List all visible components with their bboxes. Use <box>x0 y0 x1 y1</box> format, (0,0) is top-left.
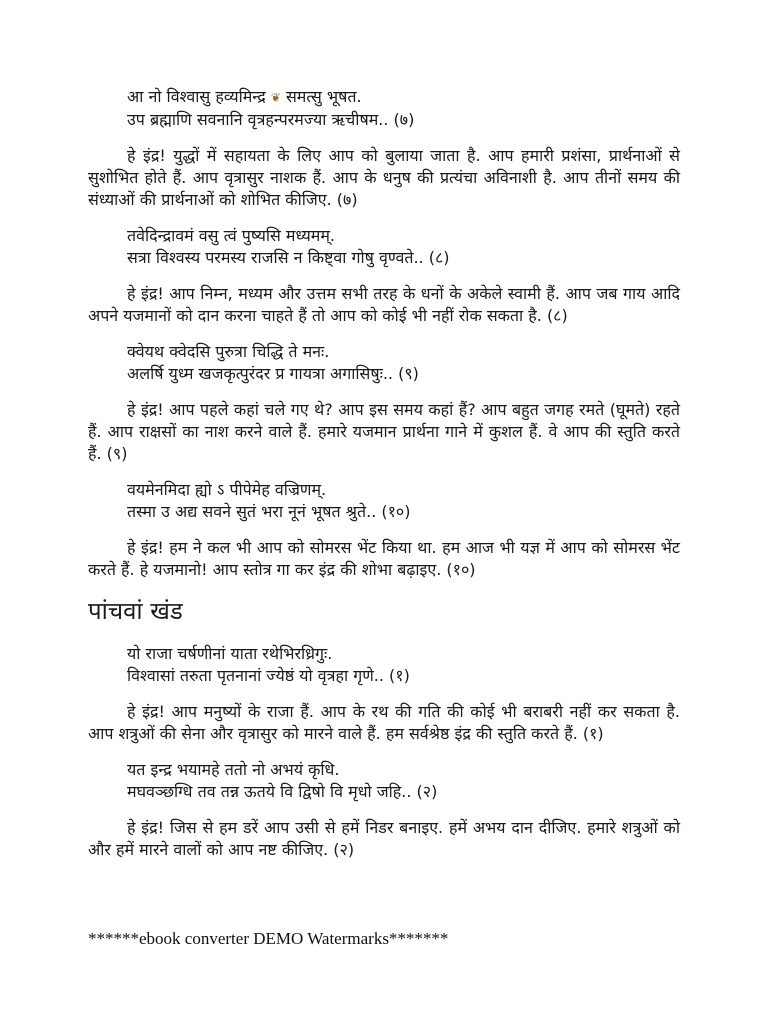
verse-line <box>127 86 680 109</box>
translation-paragraph: हे इंद्र! हम ने कल भी आप को सोमरस भेंट किया था. हम आज भी यज्ञ में आप को सोमरस भेंट करते हैं. हे यजमानो! आप स्तोत्र गा कर इंद्र की शोभा बढ़ाइए. (१०) <box>88 537 680 579</box>
verse-line-text: समत्सु भूषत. <box>285 87 362 106</box>
verse-line: मघवञ्छग्धि तव तन्न ऊतये वि द्विषो वि मृधो जहि.. (२) <box>127 781 438 801</box>
verse-line: अलर्षि युध्म खजकृत्पुरंदर प्र गायत्रा अगासिषुः.. (९) <box>127 363 419 383</box>
translation-paragraph: हे इंद्र! जिस से हम डरें आप उसी से हमें निडर बनाइए. हमें अभय दान दीजिए. हमारे शत्रुओं को और हमें मारने वालों को आप नष्ट कीजिए. (२) <box>88 817 680 859</box>
verse-line: विश्वासां तरुता पृतनानां ज्येष्ठं यो वृत्रहा गृणे.. (१) <box>127 665 410 685</box>
translation-paragraph: हे इंद्र! आप मनुष्यों के राजा हैं. आप के रथ की गति की कोई भी बराबरी नहीं कर सकता है. आप शत्रुओं की सेना और वृत्रासुर को मारने वाले हैं. हम सर्वश्रेष्ठ इंद्र की स्तुति करते हैं. (१) <box>88 701 680 743</box>
watermark-text: ******ebook converter DEMO Watermarks******* <box>88 929 449 948</box>
ornament-glyph-icon: ❦ <box>270 90 281 105</box>
verse-9 <box>127 341 680 385</box>
verse-line: तवेदिन्द्रावमं वसु त्वं पुष्यसि मध्यमम्. <box>127 225 335 245</box>
verse-line: यत इन्द्र भयामहे ततो नो अभयं कृधि. <box>127 759 340 779</box>
verse-line-text: आ नो विश्वासु हव्यमिन्द्र <box>127 87 266 106</box>
document-body <box>88 86 680 875</box>
verse-line: तस्मा उ अद्य सवने सुतं भरा नूनं भूषत श्रुते.. (१०) <box>127 501 411 521</box>
verse-line: क्वेयथ क्वेदसि पुरुत्रा चिद्धि ते मनः. <box>127 341 330 361</box>
verse-7 <box>127 86 680 131</box>
section-heading: पांचवां खंड <box>88 596 183 625</box>
translation-paragraph: हे इंद्र! आप पहले कहां चले गए थे? आप इस समय कहां हैं? आप बहुत जगह रमते (घूमते) रहते हैं. आप राक्षसों का नाश करने वाले हैं. हमारे यजमान प्रार्थना गाने में कुशल हैं. वे आप की स्तुति करते हैं. (९) <box>88 399 680 463</box>
verse-2 <box>127 759 680 803</box>
verse-line: यो राजा चर्षणीनां याता रथेभिरध्रिगुः. <box>127 643 333 663</box>
translation-paragraph: हे इंद्र! युद्धों में सहायता के लिए आप को बुलाया जाता है. आप हमारी प्रशंसा, प्रार्थनाओं से सुशोभित होते हैं. आप वृत्रासुर नाशक हैं. आप के धनुष की प्रत्यंचा अविनाशी है. आप तीनों समय की संध्याओं की प्रार्थनाओं को शोभित कीजिए. (७) <box>88 145 680 209</box>
verse-line: वयमेनमिदा ह्यो ऽ पीपेमेह वज्रिणम्. <box>127 479 327 499</box>
translation-paragraph: हे इंद्र! आप निम्न, मध्यम और उत्तम सभी तरह के धनों के अकेले स्वामी हैं. आप जब गाय आदि अपने यजमानों को दान करना चाहते हैं तो आप को कोई भी नहीं रोक सकता है. (८) <box>88 283 680 325</box>
verse-8 <box>127 225 680 269</box>
verse-line: सत्रा विश्वस्य परमस्य राजसि न किष्ट्वा गोषु वृण्वते.. (८) <box>127 247 450 267</box>
verse-line: उप ब्रह्माणि सवनानि वृत्रहन्परमज्या ऋचीषम.. (७) <box>127 109 415 129</box>
verse-10 <box>127 479 680 523</box>
verse-1 <box>127 643 680 687</box>
